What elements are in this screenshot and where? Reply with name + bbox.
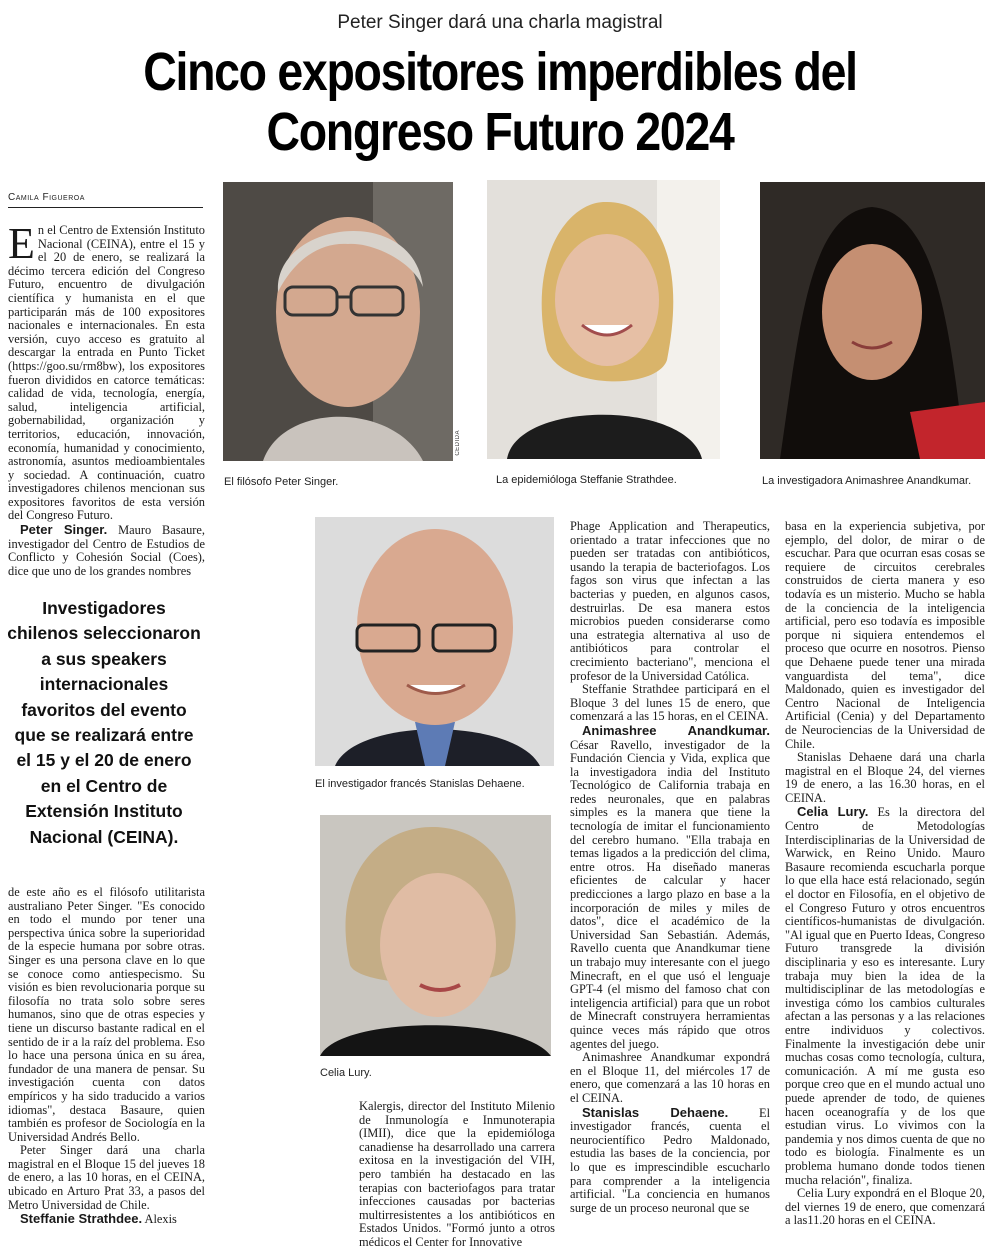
lury-paragraph: Es la directora del Centro de Metodologías Interdisciplinarias de la Universidad de Warwick, en Reino Unido. Mauro Basaure recomienda escucharla porque lo que ella hace está relacionado, según el doctor en Filosofía, en el objetivo de el Congreso Futuro y otros encuentros científicos-humanistas de divulgación. "Al igual que en Puerto Ideas, Congreso Futuro transgrede la división disciplinaria y eso es interesante. Lury trabaja muy bien la idea de la multidisciplinar de las metodologías e investiga cómo los cambios culturales afectan a las personas y a las relaciones entre individuos y colectivos. Finalmente la investigación debe unir muchas cosas como tecnología, cultura, comunicación. A mí me gusta eso porque creo que en el mundo actual uno puede aprender de todo, de quienes hacen oceanografía y de los que estudian virus. Lo vivimos con la pandemia y nos dimos cuenta de que no todo es biología. Finalmente es un problema humano donde todos tienen mucha relación", finaliza. (785, 805, 985, 1187)
portrait-strathdee-image (487, 180, 720, 459)
caption-lury: Celia Lury. (320, 1067, 372, 1079)
portrait-singer-image (223, 182, 453, 461)
headline-line-1: Cinco expositores imperdibles del (143, 42, 857, 102)
section-lead-strathdee: Steffanie Strathdee. (20, 1211, 143, 1227)
portrait-dehaene-image (315, 517, 554, 766)
strathdee-schedule: Steffanie Strathdee participará en el Bloque 3 del lunes 15 de enero, que comenzará a las 15 horas, en el CEINA. (570, 682, 770, 724)
dehaene-paragraph-cont: basa en la experiencia subjetiva, por ejemplo, del dolor, de mirar o de escuchar. Para que ocurran esas cosas se requiere de circuitos cerebrales construidos de cierta manera y eso todavía es un misterio. Mucho se habla de la conciencia de la inteligencia artificial, pero eso todavía es imposible porque ni siquiera entendemos el proceso que ocurre en nosotros. Pienso que Dehaene puede tener una mirada vanguardista del tema", dice Maldonado, quien es investigador del Centro Nacional de Inteligencia Artificial (Cenia) y del Departamento de Neurociencias de la Universidad de Chile. (785, 520, 985, 751)
pull-quote: Investigadores chilenos seleccionaron a sus speakers internacionales favoritos del evento que se realizará entre el 15 y el 20 de enero en el Centro de Extensión Instituto Nacional (CEINA). (7, 598, 201, 847)
column-4 (785, 520, 985, 1253)
section-lead-anandkumar: Animashree Anandkumar. (582, 722, 770, 738)
column-1-bottom (8, 886, 205, 1253)
column-2-bottom (359, 1100, 555, 1253)
photo-steffanie-strathdee (487, 180, 720, 459)
photo-animashree-anandkumar (760, 182, 985, 459)
lury-schedule: Celia Lury expondrá en el Bloque 20, del viernes 19 de enero, que comenzará a las11.20 horas en el CEINA. (785, 1186, 985, 1228)
section-lead-lury: Celia Lury. (797, 804, 869, 820)
headline-line-2: Congreso Futuro 2024 (266, 102, 734, 162)
caption-anandkumar: La investigadora Animashree Anandkumar. (762, 475, 972, 487)
caption-dehaene: El investigador francés Stanislas Dehaene. (315, 778, 525, 790)
dehaene-schedule: Stanislas Dehaene dará una charla magistral en el Bloque 24, del viernes 19 de enero, a las 16.30 horas, en el CEINA. (785, 750, 985, 805)
photo-credit: CEDIDA (455, 430, 461, 456)
singer-paragraph-cont: de este año es el filósofo utilitarista australiano Peter Singer. "Es conocido en todo el mundo por tener una perspectiva única sobre la superioridad de la especie humana por sobre otras. Singer es una persona clave en lo que se conoce como antiespecismo. Su visión es bien revolucionaria porque su filosofía no trata solo sobre seres humanos, sino que de otras especies y tiene un discurso bastante radical en el sentido de ir a la raíz del problema. Eso lo hace una persona única en su área, fundador de una manera de pensar. Su investigación cuenta con datos empíricos y ha sido traducido a varios idiomas", destaca Basaure, quien también es profesor de Sociología en la Universidad Andrés Bello. (8, 886, 205, 1144)
intro-paragraph: n el Centro de Extensión Instituto Nacional (CEINA), entre el 15 y el 20 de enero, se realizará la décimo tercera edición del Congreso Futuro, encuentro de divulgación científica y humanista en el que participarán más de 100 expositores nacionales e internacionales. En esta versión, cuyo acceso es gratuito al descargar la entrada en Punto Ticket (https://goo.su/rm8bw), los expositores fueron divididos en catorce temáticas: calidad de vida, tecnología, energía, salud, inteligencia artificial, gobernabilidad, organización y territorios, educación, innovación, economía, humanidad y conocimiento, astronomía, asuntos medioambientales y sociedad. A continuación, cuatro investigadores chilenos mencionan sus expositores favoritos de esta versión del Congreso Futuro. (8, 224, 205, 523)
section-lead-dehaene: Stanislas Dehaene. (582, 1104, 729, 1120)
strathdee-paragraph-cont: Kalergis, director del Instituto Milenio de Inmunología e Inmunoterapia (IMII), dice que la epidemióloga canadiense ha desarrollado una carrera exitosa en la investigación del VIH, pero también ha destacado en las terapias con bacteriofagos para tratar infecciones causadas por bacterias multirresistentes a los antibióticos en Estados Unidos. "Formó junto a otros médicos el Center for Innovative (359, 1100, 555, 1249)
caption-singer: El filósofo Peter Singer. (224, 476, 339, 488)
anandkumar-paragraph: César Ravello, investigador de la Fundación Ciencia y Vida, explica que la investigadora india del Instituto Tecnológico de California trabaja en redes neuronales, que en palabras simples es la manera que tiene la tecnología de imitar el funcionamiento del cerebro humano. "Ella trabaja en temas ligados a la predicción del clima, entre otros. Ha diseñado maneras eficientes de calcular y hacer predicciones a largo plazo en base a la incorporación de miles y miles de datos", dice el académico de la Universidad San Sebastián. Además, Ravello cuenta que Anandkumar tiene un trabajo muy interesante con el juego Minecraft, en el que usó el lenguaje GPT-4 (el mismo del famoso chat con inteligencia artificial) para que un robot de Minecraft construyera herramientas quince veces más rápido que otros agentes del juego. (570, 737, 770, 1051)
dehaene-paragraph-start: El investigador francés, cuenta el neurocientífico Pedro Maldonado, estudia las bases de la conciencia, por lo que es imprescindible escucharlo para comprender a la inteligencia artificial. "La conciencia en humanos surge de un proceso neuronal que se (570, 1105, 770, 1215)
photo-stanislas-dehaene (315, 517, 554, 766)
strathdee-paragraph-start: Alexis (142, 1212, 177, 1227)
photo-celia-lury (320, 815, 551, 1056)
column-3 (570, 520, 770, 1253)
portrait-anandkumar-image (760, 182, 985, 459)
photo-peter-singer (223, 182, 453, 461)
anandkumar-schedule: Animashree Anandkumar expondrá en el Bloque 11, del miércoles 17 de enero, que comenzará a las 10 horas en el CEINA. (570, 1050, 770, 1105)
singer-schedule: Peter Singer dará una charla magistral en el Bloque 15 del jueves 18 de enero, a las 10 horas, en el CEINA, ubicado en Arturo Prat 33, a pasos del Metro Universidad de Chile. (8, 1143, 205, 1212)
headline (70, 42, 930, 162)
column-1-top (8, 224, 205, 588)
section-lead-singer: Peter Singer. (20, 522, 108, 538)
strathdee-paragraph-end: Phage Application and Therapeutics, orientado a tratar infecciones que no pueden ser tratadas con antibióticos, usando la terapia de bacteriofagos. Los fagos son virus que infectan a las bacterias y pueden, en algunos casos, destruirlas. De esa manera estos microbios pueden considerarse como una estrategia alternativa al uso de antibióticos para controlar el crecimiento bacteriano", menciona el profesor de la Universidad Católica. (570, 520, 770, 683)
byline: Camila Figueroa (8, 192, 85, 203)
byline-rule (8, 207, 203, 208)
drop-cap: E (8, 224, 35, 268)
caption-strathdee: La epidemióloga Steffanie Strathdee. (496, 474, 677, 486)
singer-paragraph-start: Mauro Basaure, investigador del Centro de Estudios de Conflicto y Cohesión Social (Coes), dice que uno de los grandes nombres (8, 523, 205, 578)
kicker: Peter Singer dará una charla magistral (337, 12, 663, 33)
portrait-lury-image (320, 815, 551, 1056)
